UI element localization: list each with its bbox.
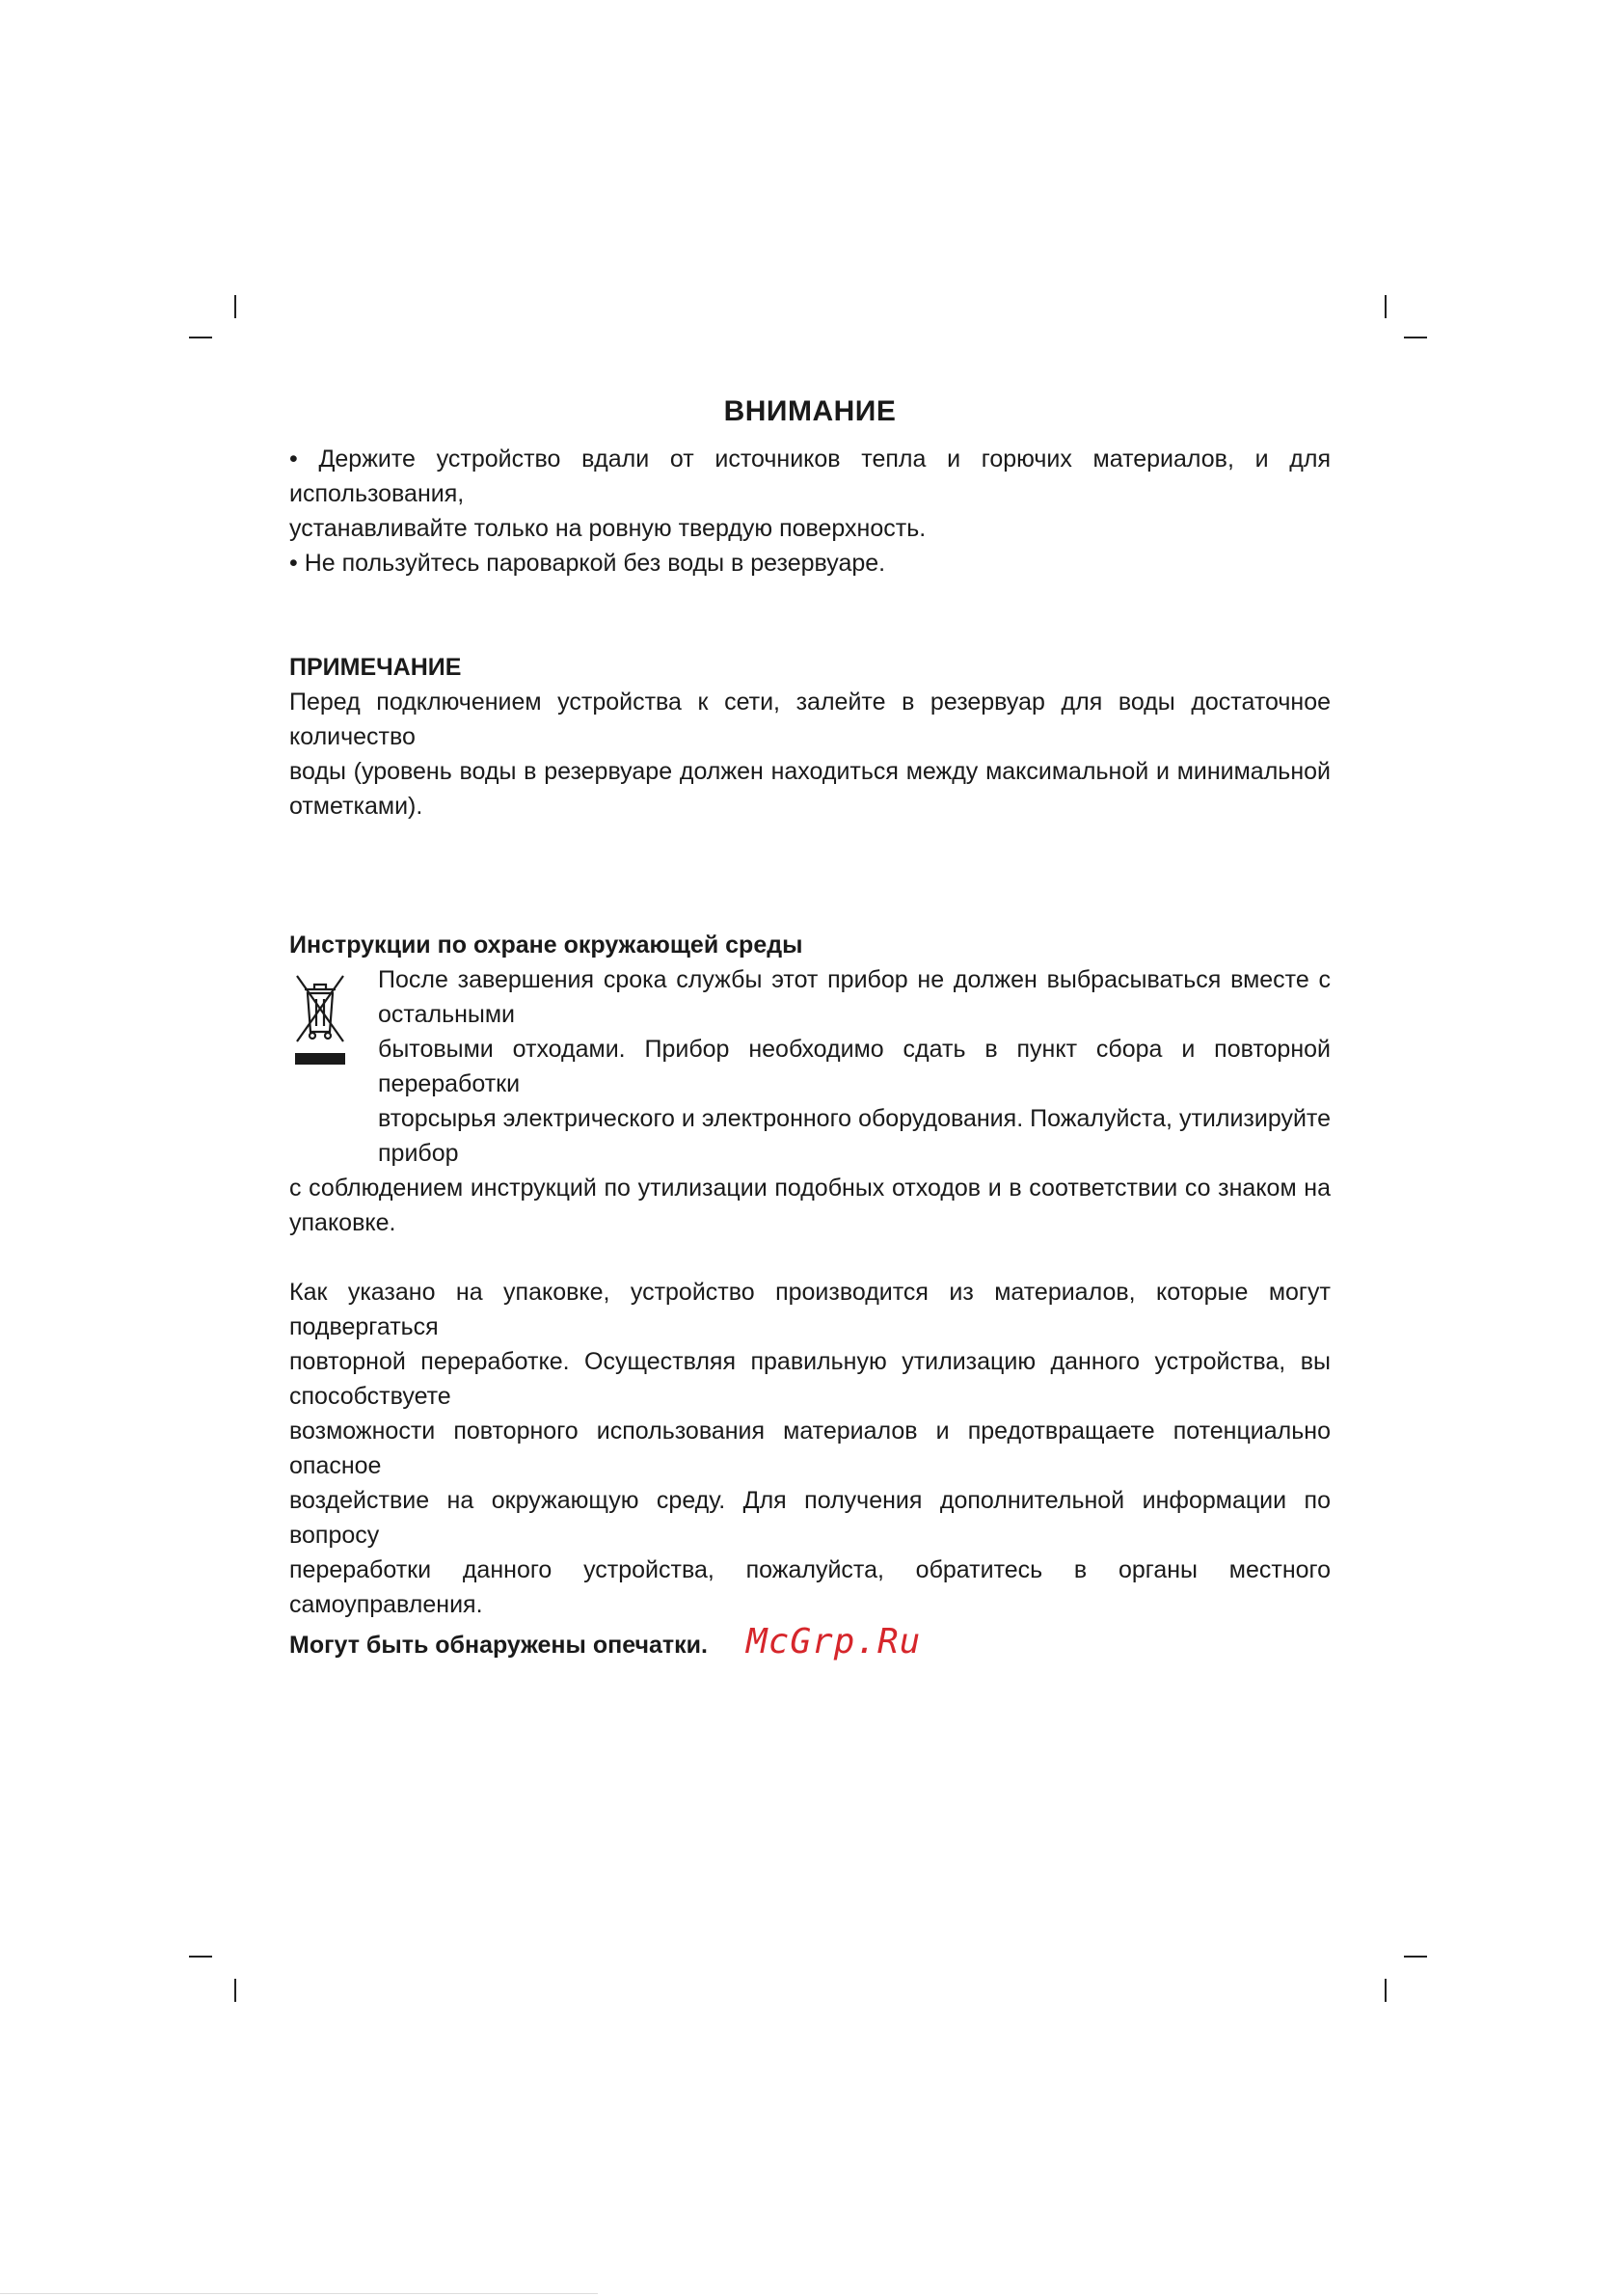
recycling-line-2: повторной переработке. Осуществляя правильную утилизацию данного устройства, вы способствуете <box>289 1348 1331 1410</box>
environment-line-1: После завершения срока службы этот прибор не должен выбрасываться вместе с остальными <box>378 966 1331 1028</box>
recycling-line-4: воздействие на окружающую среду. Для получения дополнительной информации по вопросу <box>289 1487 1331 1549</box>
crop-mark-bottom-left-h <box>189 1956 212 1958</box>
crop-mark-bottom-right-h <box>1404 1956 1427 1958</box>
footer-rule <box>0 2293 598 2294</box>
warning-bullet-1-line-1: • Держите устройство вдали от источников тепла и горючих материалов, и для использования, <box>289 446 1331 507</box>
environment-section <box>289 962 1331 1240</box>
note-heading: ПРИМЕЧАНИЕ <box>289 654 462 681</box>
watermark: McGrp.Ru <box>745 1622 922 1661</box>
environment-line-2: бытовыми отходами. Прибор необходимо сдать в пункт сбора и повторной переработки <box>378 1036 1331 1097</box>
weee-crossed-bin-icon <box>291 970 349 1070</box>
crop-mark-top-right-v <box>1385 295 1387 318</box>
recycling-line-1: Как указано на упаковке, устройство производится из материалов, которые могут подвергаться <box>289 1279 1331 1340</box>
warning-bullet-1-line-2: устанавливайте только на ровную твердую поверхность. <box>289 515 927 542</box>
crop-mark-top-right-h <box>1404 337 1427 338</box>
crop-mark-top-left-h <box>189 337 212 338</box>
environment-heading: Инструкции по охране окружающей среды <box>289 932 803 959</box>
environment-line-4: с соблюдением инструкций по утилизации подобных отходов и в соответствии со знаком на упаковке. <box>289 1175 1331 1236</box>
warning-bullet-2: • Не пользуйтесь пароваркой без воды в резервуаре. <box>289 550 886 577</box>
document-body <box>289 395 1331 1662</box>
typo-line <box>289 1622 1331 1662</box>
typo-notice: Могут быть обнаружены опечатки. <box>289 1632 708 1659</box>
warning-title: ВНИМАНИЕ <box>723 395 897 427</box>
note-line-2: воды (уровень воды в резервуаре должен находиться между максимальной и минимальной отметками). <box>289 758 1331 820</box>
crop-mark-bottom-left-v <box>234 1979 236 2002</box>
recycling-line-5: переработки данного устройства, пожалуйста, обратитесь в органы местного самоуправления. <box>289 1556 1331 1618</box>
crop-mark-top-left-v <box>234 295 236 318</box>
environment-line-3: вторсырья электрического и электронного оборудования. Пожалуйста, утилизируйте прибор <box>378 1105 1331 1167</box>
note-line-1: Перед подключением устройства к сети, залейте в резервуар для воды достаточное количество <box>289 689 1331 750</box>
recycling-line-3: возможности повторного использования материалов и предотвращаете потенциально опасное <box>289 1418 1331 1479</box>
crop-mark-bottom-right-v <box>1385 1979 1387 2002</box>
